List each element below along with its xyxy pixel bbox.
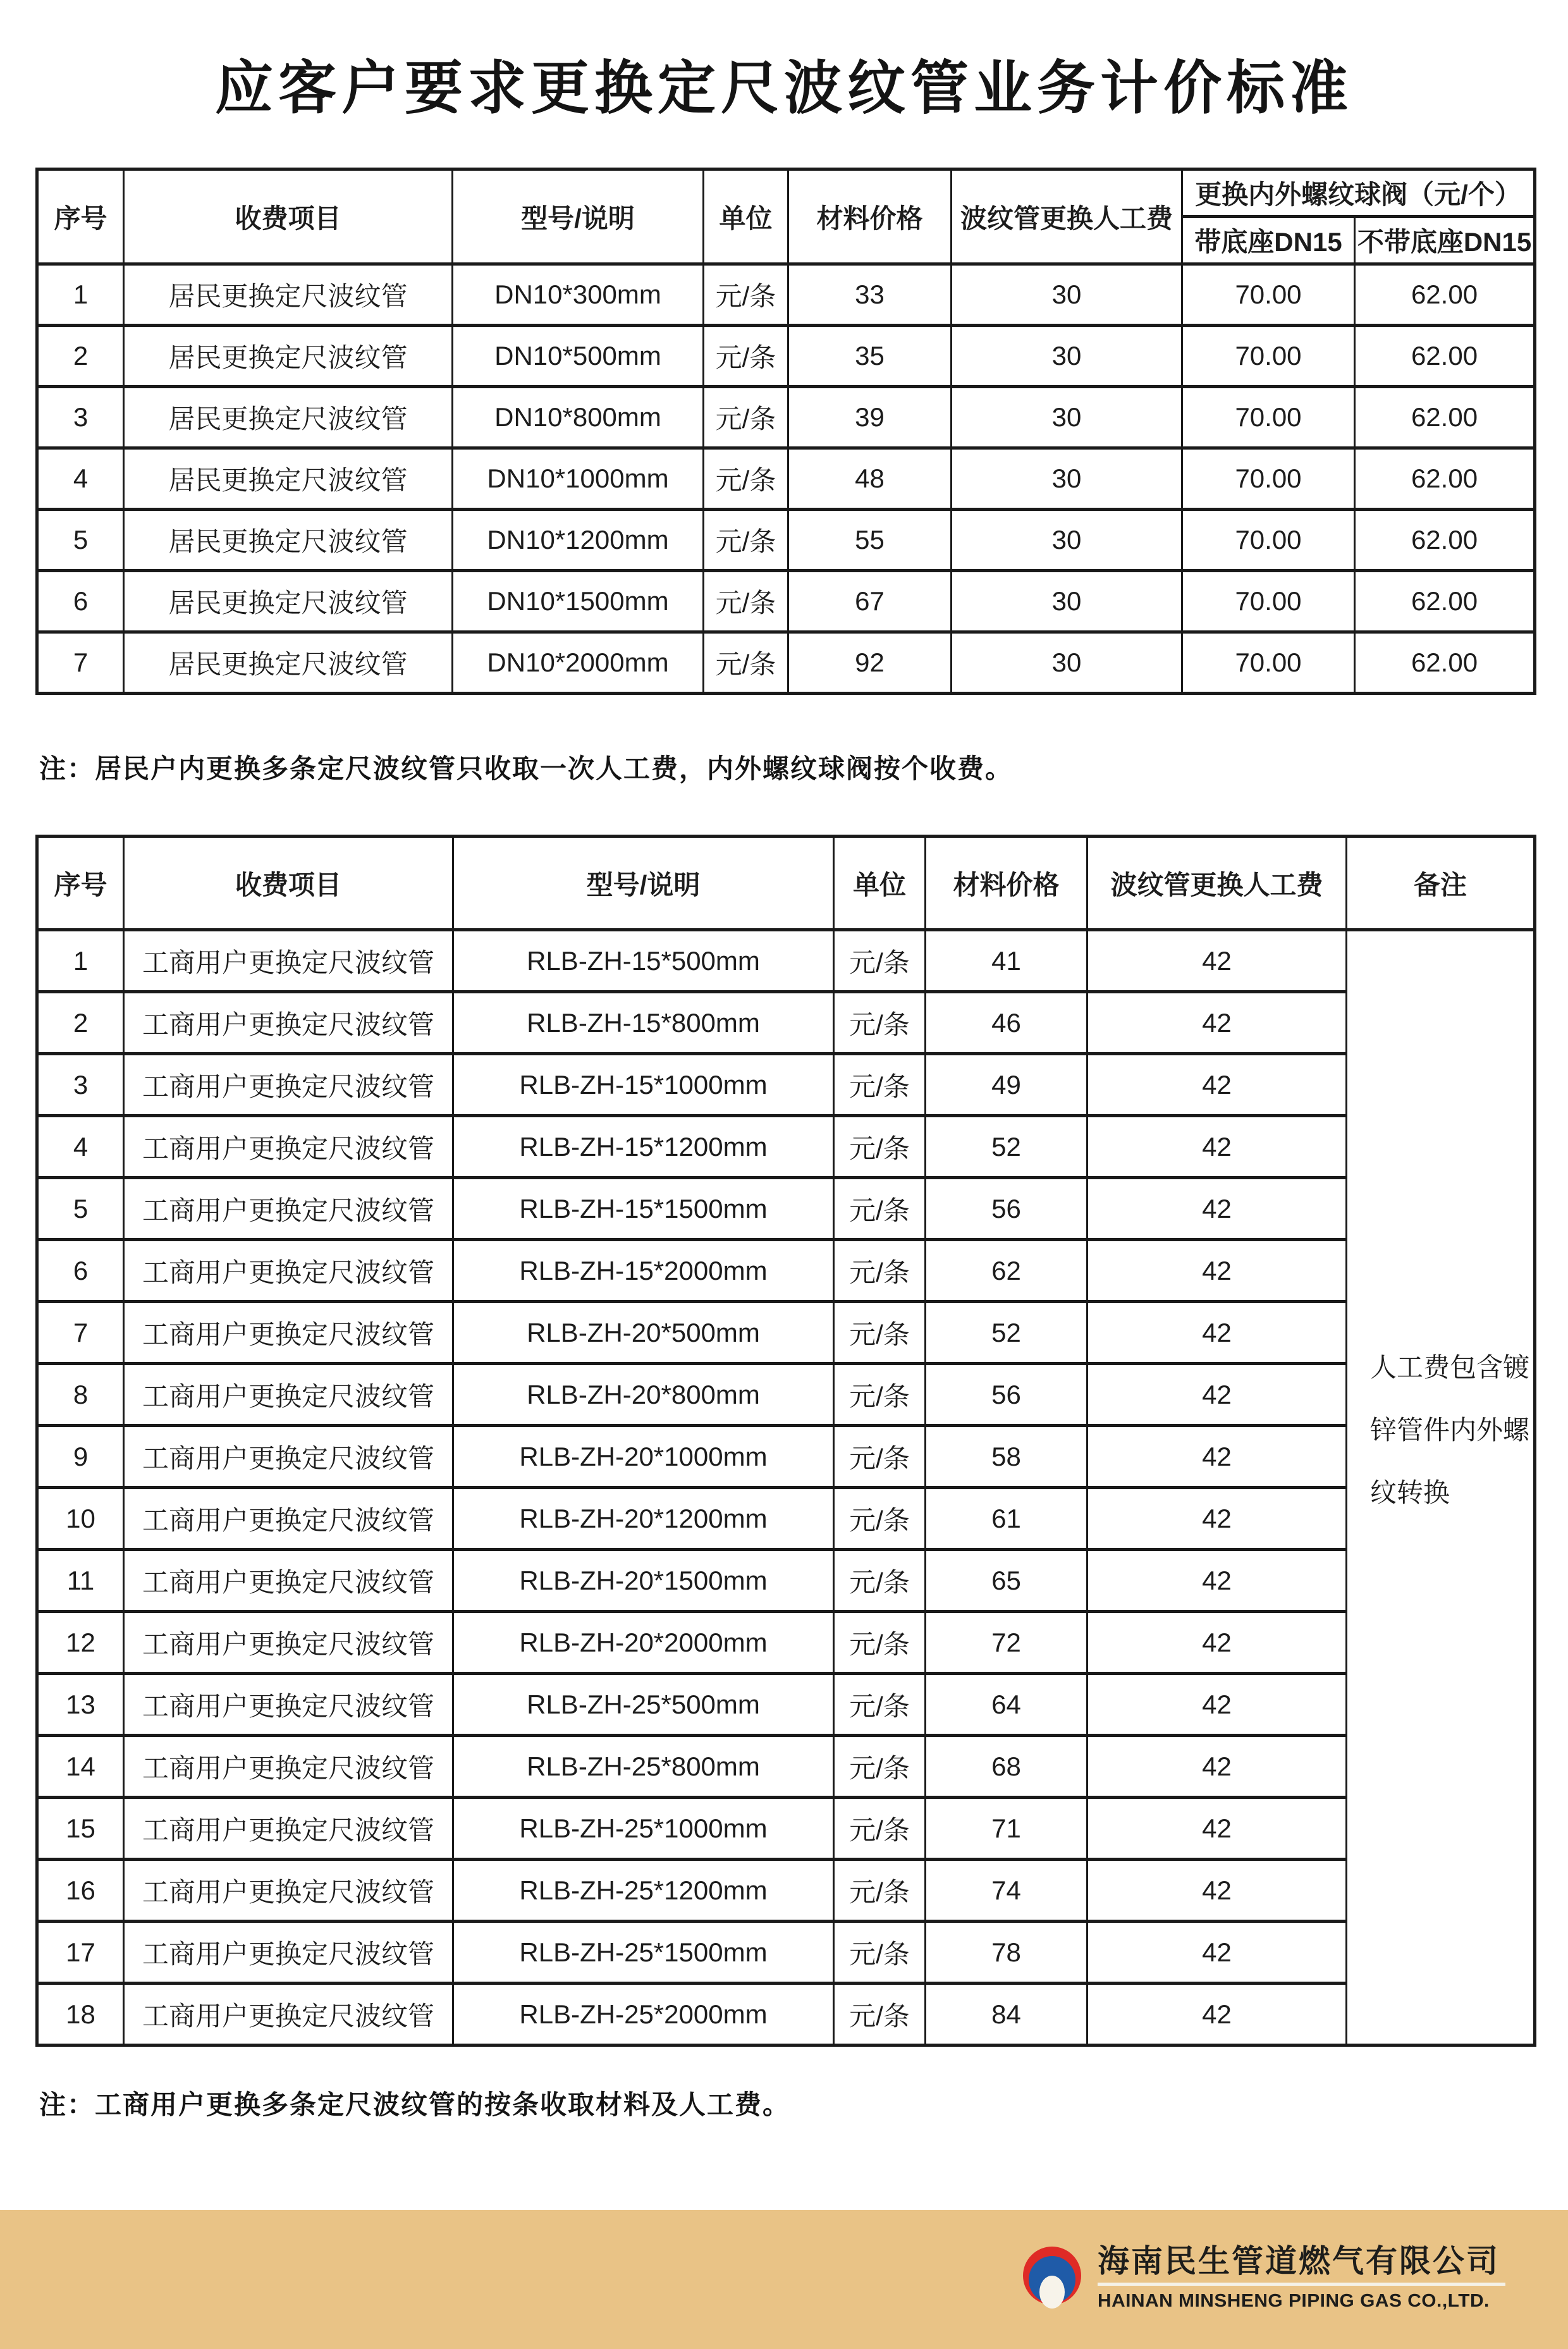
table-row [37, 1426, 1535, 1488]
table-cell: 元/条 [704, 448, 788, 510]
table-cell: 元/条 [834, 1612, 926, 1674]
table-cell: 工商用户更换定尺波纹管 [124, 1798, 453, 1860]
table-cell: 4 [37, 448, 124, 510]
table-cell: 居民更换定尺波纹管 [124, 571, 453, 632]
table-cell: 元/条 [834, 992, 926, 1054]
table-cell: 42 [1087, 1550, 1347, 1612]
table-cell: 元/条 [834, 1922, 926, 1984]
col-header-item: 收费项目 [124, 837, 453, 930]
table-row [37, 448, 1535, 510]
table-cell: 元/条 [834, 1550, 926, 1612]
footer-band [0, 2210, 1568, 2349]
col-header-material-price: 材料价格 [926, 837, 1087, 930]
table-cell: 工商用户更换定尺波纹管 [124, 992, 453, 1054]
table-cell: 3 [37, 387, 124, 448]
table-cell: 41 [926, 930, 1087, 992]
table-cell: 42 [1087, 1488, 1347, 1550]
table-cell: 62.00 [1355, 448, 1535, 510]
table-cell: 62.00 [1355, 510, 1535, 571]
table-cell: 12 [37, 1612, 124, 1674]
table-cell: 42 [1087, 1612, 1347, 1674]
table-header-row [37, 837, 1535, 930]
table-cell: 居民更换定尺波纹管 [124, 510, 453, 571]
table-row [37, 1240, 1535, 1302]
table-cell: DN10*1500mm [453, 571, 704, 632]
table-row [37, 1612, 1535, 1674]
table-cell: 6 [37, 1240, 124, 1302]
table-cell: 10 [37, 1488, 124, 1550]
table-cell: 64 [926, 1674, 1087, 1736]
table-cell: 42 [1087, 1116, 1347, 1178]
table-cell: 42 [1087, 1054, 1347, 1116]
table-cell: 工商用户更换定尺波纹管 [124, 1550, 453, 1612]
table-cell: 元/条 [834, 1302, 926, 1364]
table-cell: DN10*500mm [453, 326, 704, 387]
table-cell: 70.00 [1182, 387, 1355, 448]
table-cell: 42 [1087, 1984, 1347, 2045]
table-cell: 工商用户更换定尺波纹管 [124, 1674, 453, 1736]
table-cell: DN10*1000mm [453, 448, 704, 510]
table-cell: 元/条 [834, 1674, 926, 1736]
table-cell: 居民更换定尺波纹管 [124, 632, 453, 694]
table-cell: 30 [952, 387, 1182, 448]
table-cell: 42 [1087, 1736, 1347, 1798]
col-header-seq: 序号 [37, 169, 124, 264]
table-row [37, 387, 1535, 448]
table-cell: 元/条 [834, 1364, 926, 1426]
col-header-seq: 序号 [37, 837, 124, 930]
table-cell: 5 [37, 510, 124, 571]
table-cell: 居民更换定尺波纹管 [124, 387, 453, 448]
table-row [37, 571, 1535, 632]
table-cell: 42 [1087, 1426, 1347, 1488]
remark-line: 锌管件内外螺 [1370, 1415, 1530, 1445]
table-cell: 工商用户更换定尺波纹管 [124, 1612, 453, 1674]
table-cell: 42 [1087, 1922, 1347, 1984]
company-name-en: HAINAN MINSHENG PIPING GAS CO.,LTD. [1098, 2291, 1490, 2311]
table-row [37, 632, 1535, 694]
table-cell: 42 [1087, 1240, 1347, 1302]
table-cell: RLB-ZH-25*500mm [453, 1674, 834, 1736]
col-header-labor: 波纹管更换人工费 [952, 169, 1182, 264]
table-cell: 42 [1087, 1798, 1347, 1860]
table-row [37, 1054, 1535, 1116]
table-cell: 78 [926, 1922, 1087, 1984]
remark-cell [1347, 930, 1535, 2045]
table-cell: 4 [37, 1116, 124, 1178]
table-cell: 2 [37, 992, 124, 1054]
table-cell: 71 [926, 1798, 1087, 1860]
table-cell: RLB-ZH-20*800mm [453, 1364, 834, 1426]
table-cell: 70.00 [1182, 632, 1355, 694]
table-cell: 8 [37, 1364, 124, 1426]
table-cell: 元/条 [704, 571, 788, 632]
table-cell: 30 [952, 448, 1182, 510]
table-cell: RLB-ZH-15*800mm [453, 992, 834, 1054]
table-cell: 工商用户更换定尺波纹管 [124, 1178, 453, 1240]
table-cell: 42 [1087, 1674, 1347, 1736]
table-cell: 元/条 [834, 1798, 926, 1860]
table-cell: 工商用户更换定尺波纹管 [124, 1488, 453, 1550]
col-header-valve-group: 更换内外螺纹球阀（元/个） [1182, 169, 1535, 217]
col-header-remark: 备注 [1347, 837, 1535, 930]
table-cell: 16 [37, 1860, 124, 1922]
table-cell: 元/条 [834, 1860, 926, 1922]
table-cell: 30 [952, 510, 1182, 571]
table-cell: 92 [788, 632, 952, 694]
col-header-valve-without-base: 不带底座DN15 [1355, 217, 1535, 264]
table-cell: 1 [37, 264, 124, 326]
table-cell: 42 [1087, 930, 1347, 992]
residential-table-body [37, 264, 1535, 694]
table-row [37, 326, 1535, 387]
table-cell: 元/条 [834, 1984, 926, 2045]
table-cell: RLB-ZH-20*2000mm [453, 1612, 834, 1674]
table-cell: 42 [1087, 1302, 1347, 1364]
remark-line: 人工费包含镀 [1370, 1352, 1530, 1383]
company-name-underline [1098, 2283, 1505, 2286]
table-cell: 18 [37, 1984, 124, 2045]
table-row [37, 1798, 1535, 1860]
table-cell: 工商用户更换定尺波纹管 [124, 1054, 453, 1116]
table-cell: 元/条 [704, 510, 788, 571]
table-cell: 工商用户更换定尺波纹管 [124, 1364, 453, 1426]
table-cell: 9 [37, 1426, 124, 1488]
table-cell: 工商用户更换定尺波纹管 [124, 1302, 453, 1364]
commercial-price-table [35, 835, 1536, 2047]
table-row [37, 1550, 1535, 1612]
table-row [37, 992, 1535, 1054]
table-cell: RLB-ZH-15*1000mm [453, 1054, 834, 1116]
col-header-material-price: 材料价格 [788, 169, 952, 264]
table-cell: 70.00 [1182, 510, 1355, 571]
table-cell: 工商用户更换定尺波纹管 [124, 930, 453, 992]
residential-price-table [35, 168, 1536, 695]
table-cell: 62.00 [1355, 264, 1535, 326]
table-cell: 工商用户更换定尺波纹管 [124, 1240, 453, 1302]
table-cell: 72 [926, 1612, 1087, 1674]
table-cell: 62.00 [1355, 632, 1535, 694]
company-logo-icon [1023, 2247, 1081, 2305]
table-cell: 30 [952, 326, 1182, 387]
table-cell: RLB-ZH-15*1500mm [453, 1178, 834, 1240]
table-cell: 工商用户更换定尺波纹管 [124, 1922, 453, 1984]
table-cell: DN10*300mm [453, 264, 704, 326]
table-row [37, 1178, 1535, 1240]
table-cell: 67 [788, 571, 952, 632]
table-row [37, 1116, 1535, 1178]
table-row [37, 1674, 1535, 1736]
table-cell: RLB-ZH-15*2000mm [453, 1240, 834, 1302]
residential-note: 注：居民户内更换多条定尺波纹管只收取一次人工费，内外螺纹球阀按个收费。 [39, 754, 1014, 783]
table-cell: 39 [788, 387, 952, 448]
table-row [37, 1860, 1535, 1922]
table-cell: DN10*2000mm [453, 632, 704, 694]
table-cell: 52 [926, 1302, 1087, 1364]
table-cell: 30 [952, 632, 1182, 694]
table-cell: RLB-ZH-25*1500mm [453, 1922, 834, 1984]
table-cell: 7 [37, 632, 124, 694]
table-cell: 61 [926, 1488, 1087, 1550]
table-row [37, 1736, 1535, 1798]
table-row [37, 930, 1535, 992]
table-cell: 13 [37, 1674, 124, 1736]
table-cell: RLB-ZH-25*2000mm [453, 1984, 834, 2045]
table-cell: 元/条 [834, 1054, 926, 1116]
logo-flame-oval [1039, 2276, 1065, 2309]
table-cell: 84 [926, 1984, 1087, 2045]
table-cell: 58 [926, 1426, 1087, 1488]
table-cell: DN10*1200mm [453, 510, 704, 571]
col-header-valve-with-base: 带底座DN15 [1182, 217, 1355, 264]
table-cell: 工商用户更换定尺波纹管 [124, 1426, 453, 1488]
table-row [37, 1488, 1535, 1550]
company-identity [1098, 2242, 1505, 2312]
table-cell: 5 [37, 1178, 124, 1240]
table-cell: RLB-ZH-20*1500mm [453, 1550, 834, 1612]
table-row [37, 1922, 1535, 1984]
table-cell: RLB-ZH-20*1200mm [453, 1488, 834, 1550]
table-cell: 居民更换定尺波纹管 [124, 448, 453, 510]
table-cell: 元/条 [834, 1178, 926, 1240]
table-cell: RLB-ZH-15*500mm [453, 930, 834, 992]
table-cell: 元/条 [834, 930, 926, 992]
table-cell: 3 [37, 1054, 124, 1116]
table-cell: 49 [926, 1054, 1087, 1116]
table-cell: 元/条 [834, 1240, 926, 1302]
table-cell: 元/条 [834, 1426, 926, 1488]
table-cell: 62 [926, 1240, 1087, 1302]
table-cell: 工商用户更换定尺波纹管 [124, 1984, 453, 2045]
table-cell: 55 [788, 510, 952, 571]
table-cell: RLB-ZH-20*500mm [453, 1302, 834, 1364]
table-cell: 70.00 [1182, 326, 1355, 387]
table-cell: 42 [1087, 1860, 1347, 1922]
table-cell: 42 [1087, 1178, 1347, 1240]
table-cell: 工商用户更换定尺波纹管 [124, 1116, 453, 1178]
table-cell: 30 [952, 264, 1182, 326]
table-cell: 元/条 [834, 1736, 926, 1798]
table-cell: 68 [926, 1736, 1087, 1798]
table-row [37, 1302, 1535, 1364]
table-cell: 元/条 [704, 387, 788, 448]
table-cell: 70.00 [1182, 448, 1355, 510]
table-cell: 17 [37, 1922, 124, 1984]
table-cell: 11 [37, 1550, 124, 1612]
table-cell: RLB-ZH-15*1200mm [453, 1116, 834, 1178]
commercial-note: 注：工商用户更换多条定尺波纹管的按条收取材料及人工费。 [39, 2090, 791, 2119]
table-cell: 元/条 [704, 632, 788, 694]
col-header-model: 型号/说明 [453, 169, 704, 264]
col-header-labor: 波纹管更换人工费 [1087, 837, 1347, 930]
table-header-row [37, 169, 1535, 217]
table-cell: 52 [926, 1116, 1087, 1178]
table-cell: 15 [37, 1798, 124, 1860]
table-cell: 1 [37, 930, 124, 992]
table-cell: 62.00 [1355, 326, 1535, 387]
table-cell: 6 [37, 571, 124, 632]
table-cell: RLB-ZH-25*800mm [453, 1736, 834, 1798]
table-cell: 居民更换定尺波纹管 [124, 264, 453, 326]
table-cell: 62.00 [1355, 571, 1535, 632]
col-header-unit: 单位 [834, 837, 926, 930]
table-cell: 2 [37, 326, 124, 387]
col-header-model: 型号/说明 [453, 837, 834, 930]
table-cell: 56 [926, 1364, 1087, 1426]
table-cell: 30 [952, 571, 1182, 632]
table-cell: 元/条 [704, 326, 788, 387]
table-cell: 46 [926, 992, 1087, 1054]
table-row [37, 1364, 1535, 1426]
company-name-cn: 海南民生管道燃气有限公司 [1098, 2242, 1500, 2279]
table-cell: 74 [926, 1860, 1087, 1922]
table-cell: 48 [788, 448, 952, 510]
table-cell: 工商用户更换定尺波纹管 [124, 1860, 453, 1922]
col-header-unit: 单位 [704, 169, 788, 264]
table-cell: 62.00 [1355, 387, 1535, 448]
table-cell: 35 [788, 326, 952, 387]
table-row [37, 1984, 1535, 2045]
table-cell: 70.00 [1182, 264, 1355, 326]
col-header-item: 收费项目 [124, 169, 453, 264]
page-title: 应客户要求更换定尺波纹管业务计价标准 [214, 56, 1353, 121]
table-cell: 工商用户更换定尺波纹管 [124, 1736, 453, 1798]
table-cell: DN10*800mm [453, 387, 704, 448]
table-row [37, 264, 1535, 326]
table-cell: 42 [1087, 992, 1347, 1054]
table-cell: 居民更换定尺波纹管 [124, 326, 453, 387]
table-cell: 33 [788, 264, 952, 326]
table-cell: 14 [37, 1736, 124, 1798]
remark-line: 纹转换 [1370, 1477, 1450, 1507]
table-cell: RLB-ZH-25*1000mm [453, 1798, 834, 1860]
table-cell: RLB-ZH-20*1000mm [453, 1426, 834, 1488]
table-cell: 元/条 [704, 264, 788, 326]
commercial-table-body [37, 930, 1535, 2045]
table-row [37, 510, 1535, 571]
table-cell: RLB-ZH-25*1200mm [453, 1860, 834, 1922]
table-cell: 元/条 [834, 1116, 926, 1178]
table-cell: 元/条 [834, 1488, 926, 1550]
table-cell: 42 [1087, 1364, 1347, 1426]
table-cell: 7 [37, 1302, 124, 1364]
table-cell: 56 [926, 1178, 1087, 1240]
table-cell: 70.00 [1182, 571, 1355, 632]
table-cell: 65 [926, 1550, 1087, 1612]
